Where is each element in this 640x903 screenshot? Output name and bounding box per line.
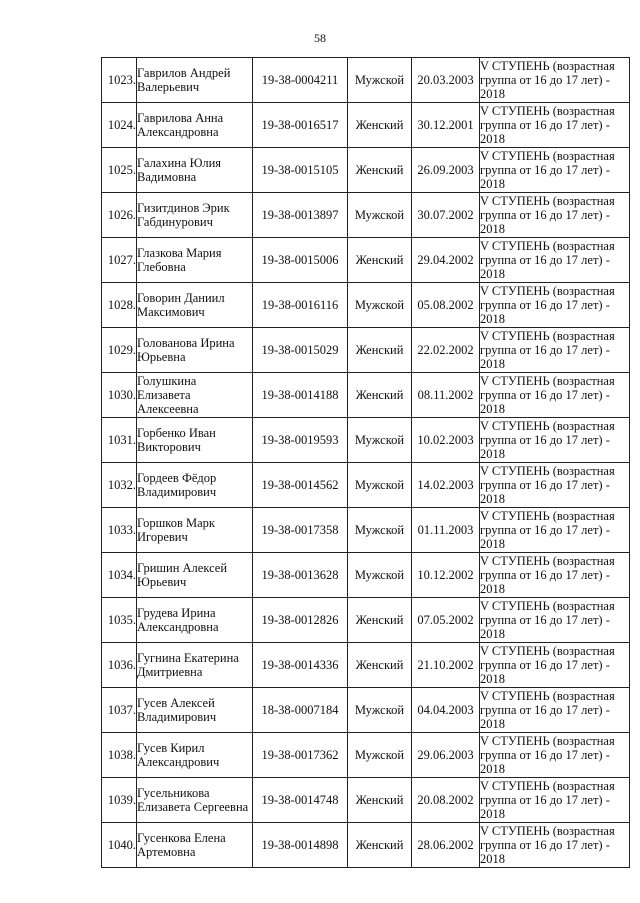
- person-gender: Женский: [348, 238, 412, 283]
- level-group: V СТУПЕНЬ (возрастная группа от 16 до 17 лет) - 2018: [480, 283, 630, 328]
- row-number: 1037.: [102, 688, 137, 733]
- row-number: 1024.: [102, 103, 137, 148]
- person-gender: Женский: [348, 373, 412, 418]
- level-group: V СТУПЕНЬ (возрастная группа от 16 до 17 лет) - 2018: [480, 553, 630, 598]
- table-row: [102, 553, 630, 598]
- level-group: V СТУПЕНЬ (возрастная группа от 16 до 17 лет) - 2018: [480, 508, 630, 553]
- person-name: Гизитдинов Эрик Габдинурович: [137, 193, 253, 238]
- table-row: [102, 328, 630, 373]
- level-group: V СТУПЕНЬ (возрастная группа от 16 до 17 лет) - 2018: [480, 58, 630, 103]
- row-number: 1030.: [102, 373, 137, 418]
- birth-date: 14.02.2003: [412, 463, 480, 508]
- row-number: 1038.: [102, 733, 137, 778]
- table-row: [102, 193, 630, 238]
- person-name: Гришин Алексей Юрьевич: [137, 553, 253, 598]
- row-number: 1039.: [102, 778, 137, 823]
- level-group: V СТУПЕНЬ (возрастная группа от 16 до 17 лет) - 2018: [480, 328, 630, 373]
- row-number: 1034.: [102, 553, 137, 598]
- birth-date: 07.05.2002: [412, 598, 480, 643]
- person-name: Гордеев Фёдор Владимирович: [137, 463, 253, 508]
- level-group: V СТУПЕНЬ (возрастная группа от 16 до 17 лет) - 2018: [480, 598, 630, 643]
- level-group: V СТУПЕНЬ (возрастная группа от 16 до 17 лет) - 2018: [480, 643, 630, 688]
- birth-date: 30.12.2001: [412, 103, 480, 148]
- birth-date: 28.06.2002: [412, 823, 480, 868]
- person-id: 19-38-0015029: [253, 328, 348, 373]
- table-row: [102, 283, 630, 328]
- person-name: Глазкова Мария Глебовна: [137, 238, 253, 283]
- person-name: Горшков Марк Игоревич: [137, 508, 253, 553]
- person-gender: Женский: [348, 643, 412, 688]
- level-group: V СТУПЕНЬ (возрастная группа от 16 до 17 лет) - 2018: [480, 148, 630, 193]
- person-id: 18-38-0007184: [253, 688, 348, 733]
- birth-date: 26.09.2003: [412, 148, 480, 193]
- level-group: V СТУПЕНЬ (возрастная группа от 16 до 17 лет) - 2018: [480, 238, 630, 283]
- birth-date: 22.02.2002: [412, 328, 480, 373]
- table-row: [102, 58, 630, 103]
- birth-date: 01.11.2003: [412, 508, 480, 553]
- table-row: [102, 598, 630, 643]
- birth-date: 04.04.2003: [412, 688, 480, 733]
- person-gender: Женский: [348, 103, 412, 148]
- person-id: 19-38-0015006: [253, 238, 348, 283]
- level-group: V СТУПЕНЬ (возрастная группа от 16 до 17 лет) - 2018: [480, 778, 630, 823]
- person-name: Гусельникова Елизавета Сергеевна: [137, 778, 253, 823]
- row-number: 1032.: [102, 463, 137, 508]
- table-row: [102, 508, 630, 553]
- row-number: 1040.: [102, 823, 137, 868]
- level-group: V СТУПЕНЬ (возрастная группа от 16 до 17 лет) - 2018: [480, 103, 630, 148]
- level-group: V СТУПЕНЬ (возрастная группа от 16 до 17 лет) - 2018: [480, 733, 630, 778]
- row-number: 1023.: [102, 58, 137, 103]
- birth-date: 20.08.2002: [412, 778, 480, 823]
- person-gender: Женский: [348, 778, 412, 823]
- row-number: 1028.: [102, 283, 137, 328]
- person-id: 19-38-0012826: [253, 598, 348, 643]
- level-group: V СТУПЕНЬ (возрастная группа от 16 до 17 лет) - 2018: [480, 823, 630, 868]
- person-id: 19-38-0014562: [253, 463, 348, 508]
- person-id: 19-38-0014188: [253, 373, 348, 418]
- birth-date: 05.08.2002: [412, 283, 480, 328]
- table-row: [102, 418, 630, 463]
- person-name: Говорин Даниил Максимович: [137, 283, 253, 328]
- table-row: [102, 823, 630, 868]
- person-id: 19-38-0014336: [253, 643, 348, 688]
- person-name: Галахина Юлия Вадимовна: [137, 148, 253, 193]
- person-name: Гаврилов Андрей Валерьевич: [137, 58, 253, 103]
- person-name: Гугнина Екатерина Дмитриевна: [137, 643, 253, 688]
- person-id: 19-38-0017362: [253, 733, 348, 778]
- birth-date: 10.02.2003: [412, 418, 480, 463]
- person-gender: Женский: [348, 823, 412, 868]
- row-number: 1029.: [102, 328, 137, 373]
- person-gender: Мужской: [348, 508, 412, 553]
- table-row: [102, 463, 630, 508]
- table-row: [102, 103, 630, 148]
- person-gender: Мужской: [348, 58, 412, 103]
- person-id: 19-38-0004211: [253, 58, 348, 103]
- table-row: [102, 148, 630, 193]
- level-group: V СТУПЕНЬ (возрастная группа от 16 до 17 лет) - 2018: [480, 418, 630, 463]
- birth-date: 10.12.2002: [412, 553, 480, 598]
- records-body: [102, 58, 630, 868]
- person-id: 19-38-0017358: [253, 508, 348, 553]
- person-gender: Мужской: [348, 688, 412, 733]
- table-row: [102, 373, 630, 418]
- row-number: 1027.: [102, 238, 137, 283]
- level-group: V СТУПЕНЬ (возрастная группа от 16 до 17 лет) - 2018: [480, 193, 630, 238]
- birth-date: 08.11.2002: [412, 373, 480, 418]
- birth-date: 29.04.2002: [412, 238, 480, 283]
- birth-date: 21.10.2002: [412, 643, 480, 688]
- person-gender: Женский: [348, 328, 412, 373]
- table-row: [102, 238, 630, 283]
- table-row: [102, 643, 630, 688]
- level-group: V СТУПЕНЬ (возрастная группа от 16 до 17 лет) - 2018: [480, 688, 630, 733]
- person-gender: Женский: [348, 598, 412, 643]
- birth-date: 29.06.2003: [412, 733, 480, 778]
- person-gender: Мужской: [348, 553, 412, 598]
- person-id: 19-38-0016116: [253, 283, 348, 328]
- level-group: V СТУПЕНЬ (возрастная группа от 16 до 17 лет) - 2018: [480, 463, 630, 508]
- row-number: 1031.: [102, 418, 137, 463]
- records-table: [101, 57, 630, 868]
- level-group: V СТУПЕНЬ (возрастная группа от 16 до 17 лет) - 2018: [480, 373, 630, 418]
- birth-date: 30.07.2002: [412, 193, 480, 238]
- person-id: 19-38-0014748: [253, 778, 348, 823]
- person-name: Голушкина Елизавета Алексеевна: [137, 373, 253, 418]
- person-name: Гаврилова Анна Александровна: [137, 103, 253, 148]
- table-row: [102, 778, 630, 823]
- row-number: 1036.: [102, 643, 137, 688]
- person-name: Голованова Ирина Юрьевна: [137, 328, 253, 373]
- person-gender: Мужской: [348, 283, 412, 328]
- person-id: 19-38-0013897: [253, 193, 348, 238]
- person-id: 19-38-0013628: [253, 553, 348, 598]
- person-gender: Мужской: [348, 418, 412, 463]
- table-row: [102, 688, 630, 733]
- page-number: 58: [314, 31, 326, 45]
- row-number: 1025.: [102, 148, 137, 193]
- person-name: Горбенко Иван Викторович: [137, 418, 253, 463]
- row-number: 1026.: [102, 193, 137, 238]
- row-number: 1033.: [102, 508, 137, 553]
- person-gender: Мужской: [348, 463, 412, 508]
- person-gender: Мужской: [348, 193, 412, 238]
- person-id: 19-38-0015105: [253, 148, 348, 193]
- person-name: Грудева Ирина Александровна: [137, 598, 253, 643]
- person-name: Гусев Кирил Александрович: [137, 733, 253, 778]
- person-gender: Мужской: [348, 733, 412, 778]
- table-row: [102, 733, 630, 778]
- person-id: 19-38-0014898: [253, 823, 348, 868]
- person-id: 19-38-0019593: [253, 418, 348, 463]
- person-gender: Женский: [348, 148, 412, 193]
- person-id: 19-38-0016517: [253, 103, 348, 148]
- row-number: 1035.: [102, 598, 137, 643]
- person-name: Гусенкова Елена Артемовна: [137, 823, 253, 868]
- person-name: Гусев Алексей Владимирович: [137, 688, 253, 733]
- birth-date: 20.03.2003: [412, 58, 480, 103]
